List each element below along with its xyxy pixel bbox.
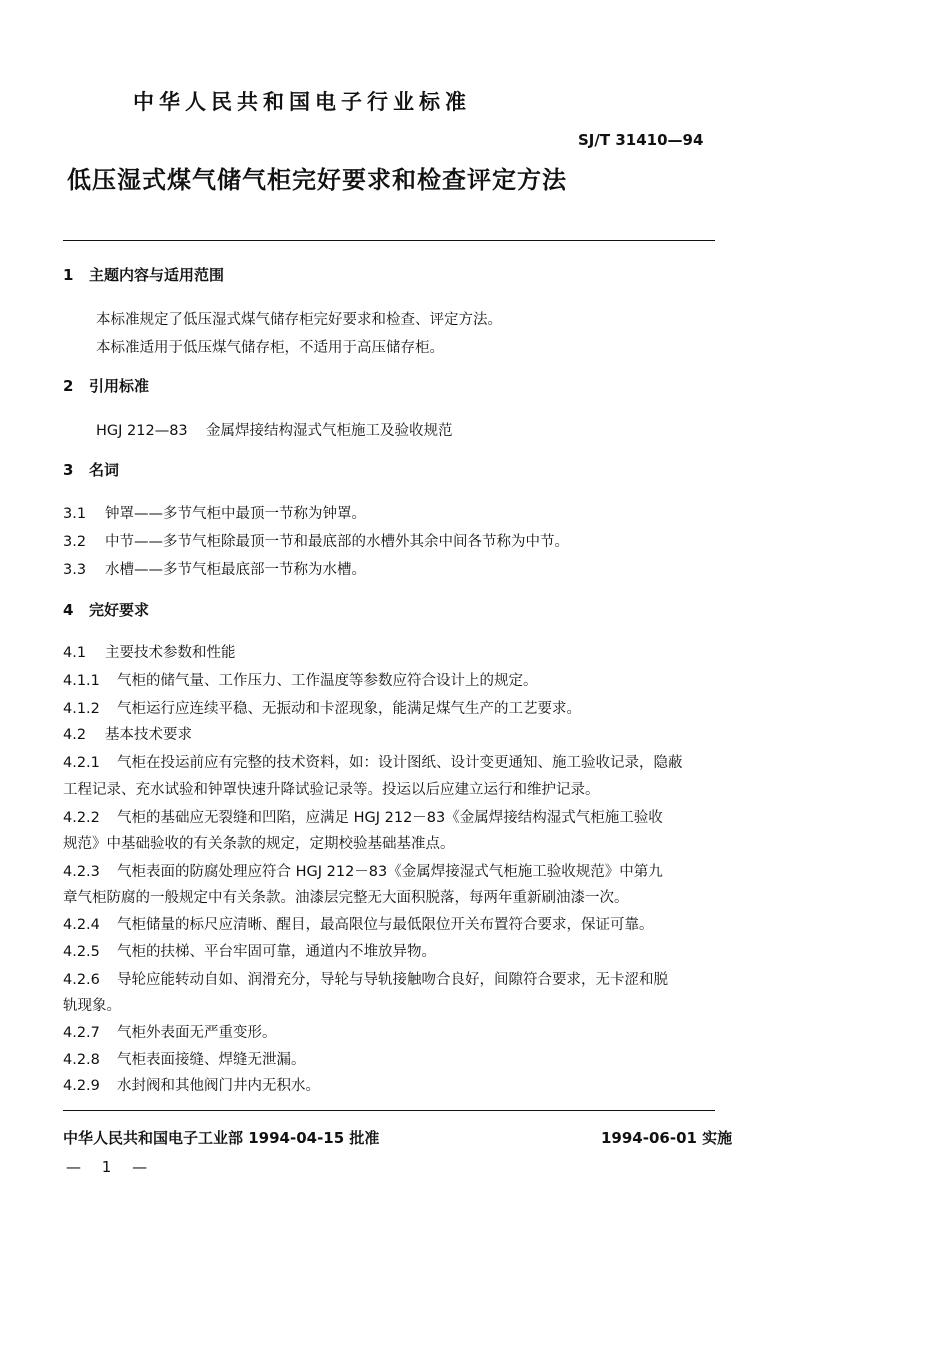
section-number: 2 (63, 377, 74, 395)
reference-name: 金属焊接结构湿式气柜施工及验收规范 (206, 423, 453, 439)
clause-number: 4.2.1 (63, 755, 100, 771)
clause-4-2-1-continuation: 工程记录、充水试验和钟罩快速升降试验记录等。投运以后应建立运行和维护记录。 (63, 782, 600, 798)
clause-text-line-1: 气柜表面的防腐处理应符合 HGJ 212－83《金属焊接湿式气柜施工验收规范》中第九 (117, 864, 663, 880)
term-definition (63, 558, 366, 579)
clause-4-2-4 (63, 913, 654, 934)
clause-text: 气柜表面接缝、焊缝无泄漏。 (117, 1052, 306, 1068)
clause-number: 3.3 (63, 562, 87, 578)
section-1-paragraph-1: 本标准规定了低压湿式煤气储存柜完好要求和检查、评定方法。 (96, 312, 502, 328)
clause-text: 水封阀和其他阀门井内无积水。 (117, 1078, 320, 1094)
section-number: 4 (63, 601, 74, 619)
clause-text: 中节——多节气柜除最顶一节和最底部的水槽外其余中间各节称为中节。 (105, 534, 569, 550)
clause-text: 主要技术参数和性能 (105, 645, 236, 661)
reference-code: HGJ 212—83 (96, 423, 188, 439)
clause-number: 3.2 (63, 534, 87, 550)
clause-text: 基本技术要求 (105, 727, 192, 743)
term-definition (63, 502, 366, 523)
clause-4-2-9 (63, 1074, 320, 1095)
clause-text: 水槽——多节气柜最底部一节称为水槽。 (105, 562, 366, 578)
clause-number: 4.2.7 (63, 1025, 100, 1041)
clause-number: 4.2.2 (63, 810, 100, 826)
section-title: 引用标准 (89, 377, 150, 395)
section-number: 3 (63, 461, 74, 479)
clause-4-2-7 (63, 1021, 277, 1042)
clause-number: 4.2.4 (63, 917, 100, 933)
clause-4-2-8 (63, 1048, 306, 1069)
clause-text: 气柜储量的标尺应清晰、醒目，最高限位与最低限位开关布置符合要求，保证可靠。 (117, 917, 654, 933)
clause-number: 4.2.8 (63, 1052, 100, 1068)
clause-text: 钟罩——多节气柜中最顶一节称为钟罩。 (105, 506, 366, 522)
clause-4-1-2 (63, 697, 581, 718)
clause-number: 4.2.5 (63, 944, 100, 960)
section-4-heading (63, 599, 149, 620)
clause-4-2-5 (63, 940, 436, 961)
section-2-heading (63, 375, 149, 396)
section-1-heading (63, 264, 224, 285)
clause-text: 气柜的储气量、工作压力、工作温度等参数应符合设计上的规定。 (117, 673, 538, 689)
clause-4-2-3-continuation: 章气柜防腐的一般规定中有关条款。油漆层完整无大面积脱落，每两年重新刷油漆一次。 (63, 890, 629, 906)
clause-number: 4.1.1 (63, 673, 100, 689)
clause-number: 4.2.3 (63, 864, 100, 880)
clause-number: 4.1 (63, 645, 87, 661)
approval-line: 中华人民共和国电子工业部 1994-04-15 批准 (63, 1129, 380, 1147)
clause-4-2-3 (63, 860, 663, 881)
clause-4-1-1 (63, 669, 538, 690)
section-title: 完好要求 (89, 601, 150, 619)
term-definition (63, 530, 569, 551)
clause-4-2-6 (63, 968, 668, 989)
page-number: — 1 — (66, 1158, 156, 1176)
section-1-paragraph-2: 本标准适用于低压煤气储存柜，不适用于高压储存柜。 (96, 340, 444, 356)
standard-code: SJ/T 31410—94 (578, 131, 704, 149)
issuing-authority-header: 中华人民共和国电子行业标准 (133, 90, 471, 114)
clause-text-line-1: 气柜在投运前应有完整的技术资料，如：设计图纸、设计变更通知、施工验收记录，隐蔽 (117, 755, 683, 771)
clause-4-2-1 (63, 751, 683, 772)
title-divider (63, 240, 715, 241)
clause-4-2-2 (63, 806, 663, 827)
reference-standard-line (96, 419, 453, 440)
clause-text: 气柜的扶梯、平台牢固可靠，通道内不堆放异物。 (117, 944, 436, 960)
clause-number: 3.1 (63, 506, 87, 522)
effective-date-line: 1994-06-01 实施 (601, 1129, 733, 1147)
clause-4-2 (63, 723, 192, 744)
section-3-heading (63, 459, 119, 480)
clause-text: 气柜外表面无严重变形。 (117, 1025, 277, 1041)
section-title: 名词 (89, 461, 120, 479)
footer-divider (63, 1110, 715, 1111)
clause-4-2-6-continuation: 轨现象。 (63, 998, 121, 1014)
clause-number: 4.2.6 (63, 972, 100, 988)
clause-4-2-2-continuation: 规范》中基础验收的有关条款的规定，定期校验基础基准点。 (63, 836, 455, 852)
clause-text-line-1: 导轮应能转动自如、润滑充分，导轮与导轨接触吻合良好，间隙符合要求，无卡涩和脱 (117, 972, 668, 988)
document-title: 低压湿式煤气储气柜完好要求和检查评定方法 (67, 166, 567, 194)
clause-text: 气柜运行应连续平稳、无振动和卡涩现象，能满足煤气生产的工艺要求。 (117, 701, 581, 717)
section-title: 主题内容与适用范围 (89, 266, 225, 284)
clause-number: 4.1.2 (63, 701, 100, 717)
clause-text-line-1: 气柜的基础应无裂缝和凹陷，应满足 HGJ 212－83《金属焊接结构湿式气柜施工验收 (117, 810, 663, 826)
clause-4-1 (63, 641, 236, 662)
clause-number: 4.2.9 (63, 1078, 100, 1094)
clause-number: 4.2 (63, 727, 87, 743)
section-number: 1 (63, 266, 74, 284)
